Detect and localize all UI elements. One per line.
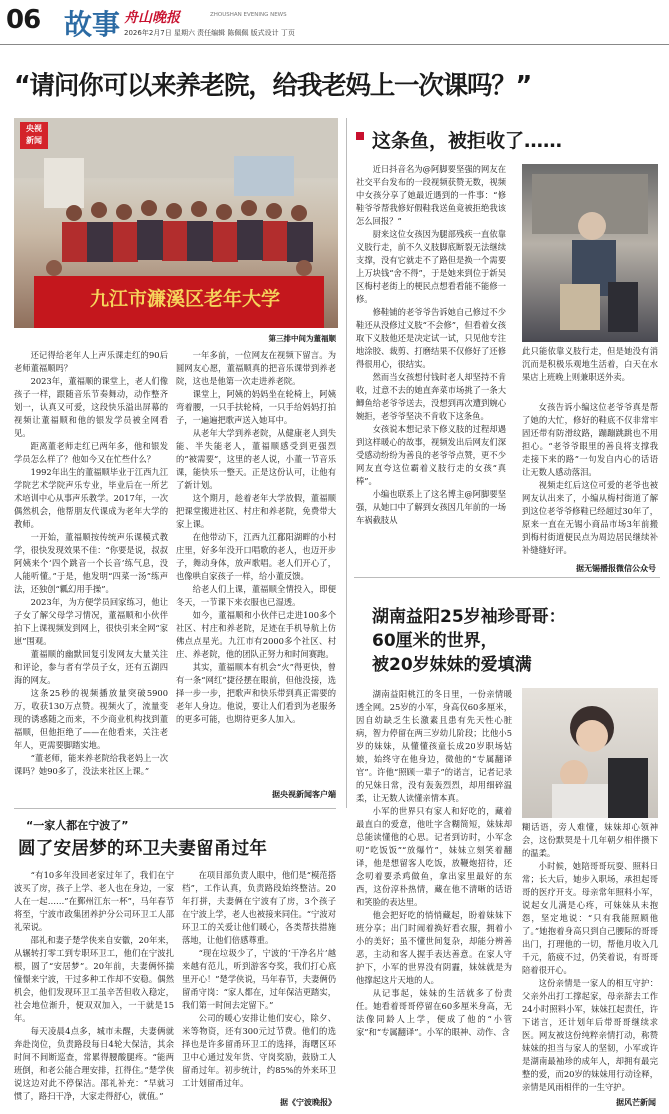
paragraph: 视频走红后这位可爱的老爷也被网友认出来了，小编从梅村街道了解到这位老爷爷修鞋已经超过30年了，原来一直在无锡小商品市场3年前搬到梅村街道便民点为周边居民继续补补缝缝好评。 — [522, 480, 658, 555]
paragraph: 公司的暖心安排让他们安心，除夕、米等物资，还有300元过节费。他们的选择也是许多留甬环卫工的选择，海曙区环卫中心通过发年货、守岗奖励，鼓励工人留甬过年。初步统计，约85%的外来环卫工计划留甬过年。 — [182, 1013, 336, 1088]
headline-line: 60厘米的世界， — [372, 631, 498, 651]
paragraph: 从老年大学到养老院，从健康老人到失能、半失能老人，董福顺感受到更强烈的“被需要”，这里的老人说，小董一节音乐课，能快乐一整天。正是这份认可，让他有了新计划。 — [176, 428, 336, 490]
paragraph: 在他带动下，江西九江鄱阳湖畔的小村庄里，好多年没开口唱歌的老人，也迈开步子，舞动身体，放声歌唱。老人们开心了，也像哄自家孩子一样，给小董反馈。 — [176, 532, 336, 581]
header-divider — [0, 44, 669, 45]
paragraph: 邵礼和妻子楚学侠来自安徽，20年来，从辗转打零工到专职环卫工，他们在宁波扎根，圆了“安居梦”。20年前，夫妻俩怀揣憧憬来宁波，干过多种工作却不安稳。偶然机会，他们发现环卫工虽辛苦但收入稳定，社会地位渐升，便双双加入，一干就是15年。 — [14, 935, 174, 1023]
story2-credit: 据无锡播报微信公众号 — [576, 564, 656, 573]
paragraph: 这条25秒的视频播放量突破5900万，收获130万点赞。视频火了，流量变现的诱惑随之而来，不少商业机构找到董福顺，但他拒绝了——在他看来，关注老年人，更需要脚踏实地。 — [14, 688, 168, 750]
paragraph: 女孩说本想记录下修义肢的过程却遇到这样暖心的故事，视频发出后网友们深受感动纷纷为善良的老爷爷点赞，更不少网友直夸这位霸着义肢行走的女孩“真棒”。 — [356, 424, 506, 486]
source-badge-line-1: 央视 — [26, 124, 42, 133]
photo-caption: 第三排中间为董福顺 — [268, 334, 336, 343]
story4-column-1 — [14, 869, 174, 1103]
story3-column-1 — [356, 688, 512, 1039]
paragraph: 厨来这位女孩因为腿部残疾一直依靠义肢行走，前不久义肢脚底断裂无法继续支撑，没有它就走不了路但是换一个需要上万块钱“舍不得”，于是她来到位于新吴区梅村老街上的梗民点想看看能不能修一修。 — [356, 229, 506, 304]
paragraph: “有10多年没回老家过年了，我们在宁波买了房，孩子上学、老人也在身边，一家人在一起……”在鄞州江东一杯”，马年春节将至，宁波市政集团养护分公司环卫工人邵礼荣说。 — [14, 870, 174, 932]
paragraph: “现在垃圾少了，宁波的‘干净名片’越来越有范儿，听到游客夸奖，我们打心底里开心！”楚学侠说，马年春节，夫妻俩仍留甬守岗：“家人都在，过年保洁更踏实，我们第一时间去定留下。” — [182, 948, 336, 1010]
story1-column-1 — [14, 349, 168, 778]
paragraph: 2023年，董福顺的课堂上，老人们像孩子一样，跟随音乐节奏舞动，动作整齐划一，认真又可爱，这段快乐溢出屏幕的视频让董福顺和他的银发学员被全网看见。 — [14, 376, 168, 438]
banner-text: 九江市濂溪区老年大学 — [89, 288, 280, 310]
paragraph: 一开始，董福顺按传统声乐课模式教学，很快发现效果不佳：“你要是说，叔叔阿姨来个‘四个跳音一个长音’练气息，没人能听懂。”于是，他发明“四菜一汤”练声法，还独创“瓤幻用手操”。 — [14, 532, 168, 594]
paragraph: 董福顺的幽默回复引发网友大量关注和评论，参与者有学员子女，还有五湖四海的网友。 — [14, 649, 168, 685]
paragraph: 每天凌晨4点多，城市未醒，夫妻俩就奔赴岗位，负责路段每日4轮大保洁，其余时间不间断巡查，常累得腰酸腿疼。“能两班倒，和老公能合理安排，扛得住。”楚学侠说这边对此不停保洁。邵礼补充：“早就习惯了，路扫干净，大家走得舒心，就值。” — [14, 1026, 174, 1101]
paper-logo: 舟山晚报 — [124, 10, 180, 26]
story2-column-2 — [522, 401, 658, 557]
paragraph: 小军的世界只有家人和好吃的，藏着最直白的爱意，他吐字含糊简短，妹妹却总能读懂他的心思。记者到访时，小军念叨“吃饭饭”“放爆竹”，妹妹立刻笑着翻译，他是想留客人吃饭，放鞭炮招待，还念叨着要杀鸡做鱼，拿出家里最好的东西，这份淳朴热情，藏在他不清晰的话语和笑脸的表达里。 — [356, 806, 512, 907]
paragraph: 从记事起，妹妹的生活就多了份责任。她看着哥哥停留在60多厘米身高，无法像同龄人上学，便成了他的“小管家”和“专属翻译”。小军的眼神、动作、含 — [356, 988, 512, 1037]
paragraph: 小时候，她陪哥哥玩耍、照料日常；长大后，她步入职场，承担起哥哥的医疗开支。母亲常年照料小军，说起女儿满是心疼，可妹妹从未抱怨，坚定地说：“只有我能照顾他了。”她抱着身高只到自己腰际的哥哥出门，打理他的一切，帮他月收入几千元，筋疲不过，仍笑着说，有哥哥陪着很开心。 — [522, 861, 658, 975]
story4-headline: 圆了安居梦的环卫夫妻留甬过年 — [18, 839, 268, 859]
paper-pinyin: ZHOUSHAN EVENING NEWS — [210, 12, 287, 18]
story2-column-1 — [356, 163, 506, 527]
paragraph: 修鞋铺的老爷爷告诉她自己修过不少鞋还从没修过义肢“不会修”，但看着女孩取下义肢他还是决定试一试，只见他专注地涂胶、裁剪、打磨结果不仅修好了还修得很用心，很结实。 — [356, 307, 506, 369]
paragraph: “董老师，能来养老院给我老妈上一次课吗？她90多了，没法来社区上课。” — [14, 753, 168, 776]
paragraph: 湖南益阳桃江的冬日里，一份亲情暖透全网。25岁的小军，身高仅60多厘米，因自幼缺乏生长激素且患有先天性心脏病，智力停留在两三岁幼儿阶段；比他小5岁的妹妹，从懂懂孩童长成20岁职场姑娘，始终守在他身边，微他的“专属翻译官”。许他“照顾一辈子”的诺言，记者记录的兄妹日常，没有轰轰烈烈，却用细碎温柔，让无数人读懂亲情本真。 — [356, 689, 512, 803]
paragraph: 这个期月，趁着老年大学放假，董福顺把课堂搬进社区、村庄和养老院，免费带大家上课。 — [176, 493, 336, 529]
source-badge — [20, 122, 48, 149]
story1-credit: 据央视新闻客户端 — [272, 790, 336, 799]
story4-kicker: “一家人都在宁波了” — [26, 819, 129, 832]
repair-photo-illustration — [522, 164, 658, 342]
paragraph: 然而当女孩想付钱时老人却坚持不肯收，过意不去的她直奔菜市场挑了一条大鲫鱼给老爷爷送去，没想到再次遭到婉心婉拒，老爷爷坚决不肯收下这条鱼。 — [356, 372, 506, 421]
headline-line: 被20岁妹妹的爱填满 — [372, 655, 532, 675]
story3-credit: 据风芒新闻 — [616, 1098, 656, 1107]
paragraph: 糊话语，旁人难懂，妹妹却心领神会，这份默契是十几年朝夕相伴攒下的温柔。 — [522, 822, 658, 858]
paragraph: 小编也联系上了这名博主@阿脚要坚强，从她口中了解到女孩因几年前的一场车祸截肢从 — [356, 489, 506, 525]
paragraph: 近日抖音名为@阿脚要坚强的网友在社交平台发布的一段视频获赞无数，视频中女孩分享了她最近遇到的一件事：“修鞋爷爷帮我修好假鞋我送鱼竟被拒绝我该怎么回报？” — [356, 164, 506, 226]
group-photo — [14, 118, 338, 328]
story3-headline — [372, 605, 662, 677]
paragraph: 其实，董福顺本有机会“火”得更快，曾有一条“网红”捷径摆在眼前，但他没接，选择一步一步，把歌声和快乐带到真正需要的老年人身边。他说，要让人们看到为老服务的更多可能，也期待更多人加入。 — [176, 662, 336, 724]
paragraph: 如今，董福顺和小伙伴已走进100多个社区、村庄和养老院，足迹在手机导航上仿佛点点星光。九江市有2000多个社区、村庄、养老院，他的团队正努力和时间赛跑。 — [176, 610, 336, 659]
paragraph: 这份亲情是一家人的相互守护：父亲外出打工撑起家，母亲辞去工作24小时照料小军，妹妹扛起责任，许下诺言，还计划年后带哥哥继续求医。网友被这份纯粹亲情打动，称赞妹妹的担当与家人的坚韧，小军或许是湖南最袖珍的成年人，却拥有最完整的爱，而20岁的妹妹用行动诠释，亲情是风雨相伴的一生守护。 — [522, 978, 658, 1092]
paragraph: 一年多前，一位网友在视频下留言。为圆网友心愿，董福顺真的把音乐课带到养老院，这也是他第一次走进养老院。 — [176, 350, 336, 386]
photo-side-text: 此只能依靠义肢行走，但是她没有消沉而是积极乐观地生活着，白天在水果店上班晚上则兼职送外卖。 — [522, 346, 658, 382]
repair-photo — [522, 164, 658, 342]
page-header — [0, 0, 669, 46]
column-divider — [346, 118, 347, 808]
story1-column-2 — [176, 349, 336, 726]
page-number: 06 — [6, 5, 41, 35]
main-headline: “请问你可以来养老院，给我老妈上一次课吗？” — [14, 71, 532, 101]
paragraph: 在项目部负责人眼中，他们是“模范搭档”，工作认真，负责路段始终整洁。20年打拼，夫妻俩在宁波有了房，3个孩子在宁波上学，老人也被接来同住。“宁波对环卫工的关爱让他们暖心，各类帮扶措施落地，让他们倍感尊重。 — [182, 870, 336, 945]
headline-line: 湖南益阳25岁袖珍哥哥： — [372, 607, 566, 627]
story3-column-2 — [522, 821, 658, 1094]
story3-divider — [354, 577, 660, 578]
paragraph: 他会把好吃的悄悄藏起，盼着妹妹下班分享；出门时闹着换好看衣服，拥着小小的美好；虽不懂世间复杂，却能分辨善恶，主动和客人握手表达善意。在家人守护下，小军的世界没有阴霾，妹妹就是为他撑起这片天地的人。 — [356, 910, 512, 985]
headline-marker — [356, 132, 364, 140]
source-badge-line-2: 新闻 — [26, 136, 42, 145]
story2-headline: 这条鱼，被拒收了…… — [372, 130, 563, 152]
paragraph: 给老人们上课，董福顺全情投入，即便冬天，一节课下来衣服也已湿透。 — [176, 584, 336, 607]
story4-column-2 — [182, 869, 336, 1090]
dateline: 2026年2月7日 星期六 责任编辑 陈佩佩 版式设计 丁页 — [124, 29, 295, 37]
story4-credit: 据《宁波晚报》 — [280, 1098, 336, 1107]
paragraph: 1992年出生的董福顺毕业于江西九江学院艺术学院声乐专业，毕业后在一所艺术培训中心从事声乐教学。2017年，一次偶然机会，他帮朋友代课成为老年大学的教师。 — [14, 467, 168, 529]
siblings-photo-illustration — [522, 688, 658, 818]
story4-divider — [14, 808, 336, 809]
paragraph: 课堂上，阿姨的妈妈坐在轮椅上，阿姨弯着腰，一只手扶轮椅，一只手给妈妈打拍子，一遍遍把歌声送入她耳中。 — [176, 389, 336, 425]
siblings-photo — [522, 688, 658, 818]
paragraph: 还记得给老年人上声乐课走红的90后老师董福顺吗？ — [14, 350, 168, 373]
paragraph: 2023年，为方便学员回家练习，他让子女了解父母学习情况，董福顺和小伙伴拍下上课视频发到网上，很快引来全网“家崽”围观。 — [14, 597, 168, 646]
paragraph: 女孩告诉小编这位老爷爷真是帮了她的大忙，修好的鞋底不仅非常牢固还带有防滑纹路，蹦蹦跳跳也不用担心。“老爷爷眼里的善良将支撑我走接下来的路”一句发自内心的话语让无数人感动落泪。 — [522, 402, 658, 477]
section-title: 故事 — [64, 8, 121, 41]
paragraph: 距离董老师走红已两年多，他和银发学员怎么样了？他如今又在忙些什么？ — [14, 441, 168, 464]
